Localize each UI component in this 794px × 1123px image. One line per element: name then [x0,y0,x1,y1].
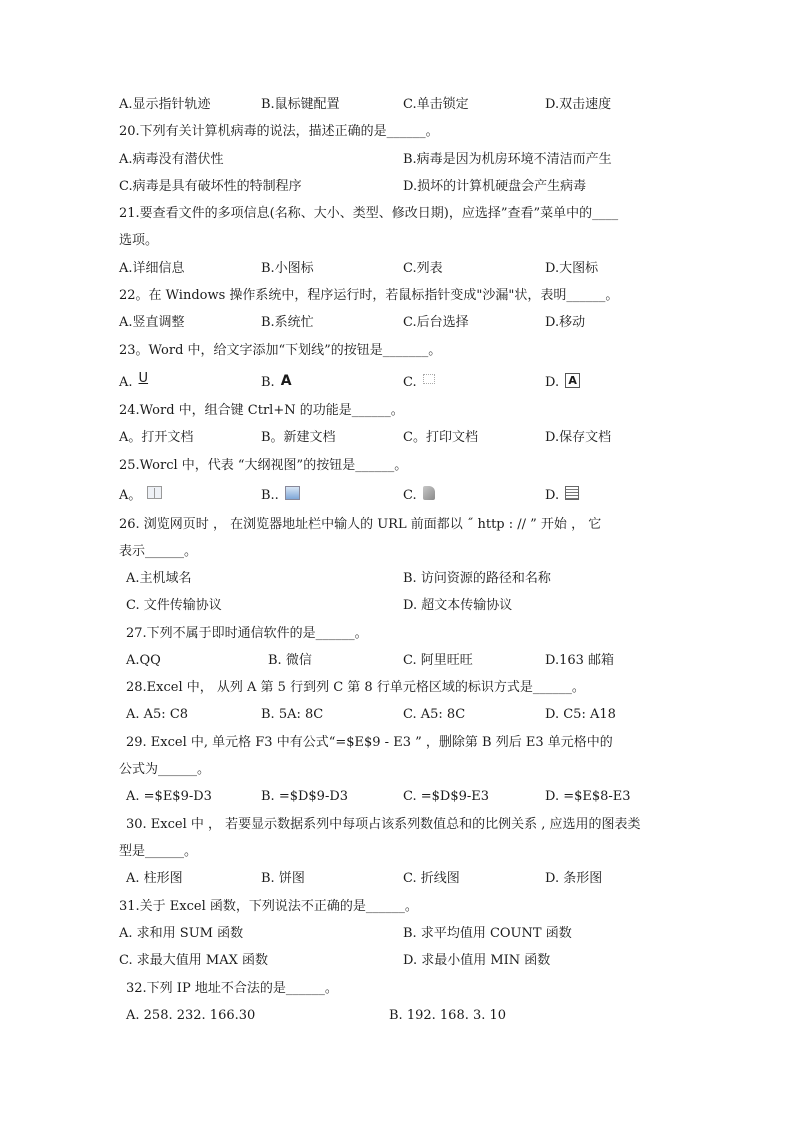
q25-stem: 25.Worcl 中，代表 “大纲视图”的按钮是______。 [119,458,408,473]
q24-option-a: A。打开文档 [119,430,194,445]
q26-option-b: B. 访问资源的路径和名称 [403,571,551,586]
q27-option-a: A.QQ [126,653,161,668]
q22-stem: 22。在 Windows 操作系统中，程序运行时，若鼠标指针变成"沙漏"状，表明______。 [119,288,619,303]
q21-stem-cont: 选项。 [119,233,159,248]
q31-option-b: B. 求平均值用 COUNT 函数 [403,926,572,941]
q29-option-a: A. =$E$9-D3 [126,789,212,804]
underline-icon: U [138,371,149,386]
q27-option-d: D.163 邮箱 [545,653,615,668]
q32-options [119,1006,684,1026]
q24-options [119,428,684,448]
q22-option-d: D.移动 [545,315,586,330]
q24-option-c: C。打印文档 [403,430,478,445]
q31-option-a: A. 求和用 SUM 函数 [119,926,244,941]
q24-option-d: D.保存文档 [545,430,612,445]
q22-option-b: B.系统忙 [261,315,314,330]
q26-option-c: C. 文件传输协议 [126,598,222,613]
q29-option-d: D. =$E$8-E3 [545,789,631,804]
q25-options [119,486,684,506]
q25-option-d-label: D. [545,488,560,503]
q26-stem: 26. 浏览网页时 ， 在浏览器地址栏中输人的 URL 前面都以 ˝ http : // ” 开始 ， 它 [119,517,602,532]
q19-option-b: B.鼠标键配置 [261,97,340,112]
q19-option-c: C.单击锁定 [403,97,469,112]
outline-view-icon [565,486,579,500]
q27-stem: 27.下列不属于即时通信软件的是______。 [126,626,368,641]
q28-options [119,705,684,725]
q20-options-row1 [119,150,684,170]
q23-option-a [119,373,148,393]
boxed-a-icon: A [565,373,580,388]
q23-option-d-label: D. [545,375,560,390]
q21-stem: 21.要查看文件的多项信息(名称、大小、类型、修改日期)，应选择”查看”菜单中的____ [119,206,619,221]
q31-options-row2 [119,951,684,971]
q30-options [119,869,684,889]
q30-stem-cont: 型是______。 [119,844,198,859]
q26-options-row2 [119,596,684,616]
q25-option-d [545,486,579,506]
q20-option-a: A.病毒没有潜伏性 [119,152,224,167]
q25-option-a [119,486,162,506]
q20-option-d: D.损坏的计算机硬盘会产生病毒 [403,179,587,194]
q26-stem-cont: 表示______。 [119,544,198,559]
q28-option-a: A. A5: C8 [126,707,189,722]
q21-option-d: D.大图标 [545,261,599,276]
q21-option-b: B.小图标 [261,261,314,276]
q28-stem: 28.Excel 中， 从列 A 第 5 行到列 C 第 8 行单元格区域的标识方式是______。 [126,680,585,695]
q31-options-row1 [119,924,684,944]
q19-option-a: A.显示指针轨迹 [119,97,211,112]
q23-option-b-label: B. [261,375,275,390]
q27-options [119,651,684,671]
q26-option-a: A.主机域名 [126,571,192,586]
q23-option-b [261,373,292,393]
q23-stem: 23。Word 中，给文字添加“下划线”的按钮是_______。 [119,343,442,358]
q24-stem: 24.Word 中，组合键 Ctrl+N 的功能是______。 [119,403,404,418]
q26-option-d: D. 超文本传输协议 [403,598,513,613]
blank-icon [423,374,435,384]
q23-option-a-label: A. [119,375,133,390]
q19-option-d: D.双击速度 [545,97,612,112]
q25-option-c [403,486,435,506]
q22-options [119,313,684,333]
q28-option-d: D. C5: A18 [545,707,616,722]
q22-option-c: C.后台选择 [403,315,469,330]
q28-option-b: B. 5A: 8C [261,707,324,722]
grow-font-icon: A [280,373,292,389]
q21-options [119,259,684,279]
q25-option-b-label: B.. [261,488,279,503]
q30-option-c: C. 折线图 [403,871,460,886]
q32-stem: 32.下列 IP 地址不合法的是______。 [126,981,338,996]
q25-option-c-label: C. [403,488,417,503]
q21-option-c: C.列表 [403,261,443,276]
q25-option-b [261,486,300,506]
q23-option-c [403,373,435,393]
draft-view-icon [423,486,435,500]
q29-option-b: B. =$D$9-D3 [261,789,349,804]
q32-option-b: B. 192. 168. 3. 10 [389,1008,507,1023]
q23-option-d [545,373,580,393]
q20-option-b: B.病毒是因为机房环境不清洁而产生 [403,152,612,167]
q31-stem: 31.关于 Excel 函数，下列说法不正确的是______。 [119,899,418,914]
q27-option-c: C. 阿里旺旺 [403,653,473,668]
q20-option-c: C.病毒是具有破坏性的特制程序 [119,179,302,194]
reading-layout-icon [147,486,162,499]
q23-option-c-label: C. [403,375,417,390]
q19-options [119,95,684,115]
q29-options [119,787,684,807]
q31-option-c: C. 求最大值用 MAX 函数 [119,953,268,968]
q32-option-a: A. 258. 232. 166.30 [126,1008,256,1023]
q30-option-a: A. 柱形图 [126,871,183,886]
q31-option-d: D. 求最小值用 MIN 函数 [403,953,551,968]
q28-option-c: C. A5: 8C [403,707,466,722]
q24-option-b: B。新建文档 [261,430,336,445]
q26-options-row1 [119,569,684,589]
q23-options [119,373,684,393]
q30-stem: 30. Excel 中 ， 若要显示数据系列中每项占该系列数值总和的比例关系 , 应选用的图表类 [126,817,641,832]
q29-stem: 29. Excel 中, 单元格 F3 中有公式“=$E$9 - E3 ” ，删除第 B 列后 E3 单元格中的 [126,735,613,750]
q20-options-row2 [119,177,684,197]
q30-option-b: B. 饼图 [261,871,305,886]
q22-option-a: A.竖直调整 [119,315,185,330]
q29-stem-cont: 公式为______。 [119,762,211,777]
print-layout-icon [285,486,300,500]
q30-option-d: D. 条形图 [545,871,603,886]
q29-option-c: C. =$D$9-E3 [403,789,490,804]
q25-option-a-label: A。 [119,488,142,503]
q27-option-b: B. 微信 [268,653,312,668]
q20-stem: 20.下列有关计算机病毒的说法，描述正确的是______。 [119,124,439,139]
q21-option-a: A.详细信息 [119,261,185,276]
